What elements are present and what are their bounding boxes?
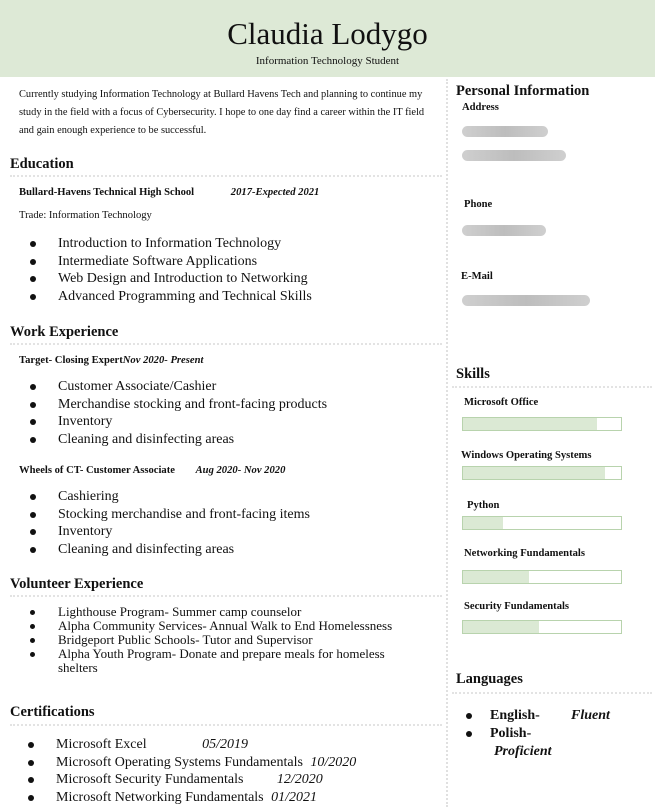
skill-label: Microsoft Office bbox=[464, 397, 539, 408]
skill-bar bbox=[462, 620, 622, 634]
school-name bbox=[19, 187, 319, 198]
list-item: Introduction to Information Technology bbox=[30, 235, 312, 253]
redacted-address-line-2 bbox=[462, 150, 566, 161]
list-item: Alpha Youth Program- Donate and prepare meals for homeless shelters bbox=[30, 647, 400, 675]
address-label: Address bbox=[462, 102, 499, 113]
list-item bbox=[28, 789, 356, 807]
language-level: Fluent bbox=[571, 708, 610, 723]
skills-heading: Skills bbox=[456, 366, 490, 382]
job-duty-list-1 bbox=[30, 378, 327, 448]
skill-label: Python bbox=[467, 500, 500, 511]
list-item: Cashiering bbox=[30, 488, 310, 506]
skill-fill bbox=[463, 517, 503, 529]
section-divider bbox=[10, 175, 442, 177]
skill-bar bbox=[462, 466, 622, 480]
cert-date: 01/2021 bbox=[271, 789, 318, 805]
work-heading: Work Experience bbox=[10, 324, 119, 340]
language-name: Polish- bbox=[490, 726, 532, 741]
list-item: Advanced Programming and Technical Skills bbox=[30, 288, 312, 306]
education-heading: Education bbox=[10, 156, 74, 172]
job-title-1 bbox=[19, 355, 203, 366]
column-divider bbox=[446, 79, 448, 807]
list-item: Merchandise stocking and front-facing products bbox=[30, 396, 327, 414]
list-item: Bridgeport Public Schools- Tutor and Supervisor bbox=[30, 633, 400, 647]
cert-date: 10/2020 bbox=[310, 754, 357, 770]
skill-label: Windows Operating Systems bbox=[461, 450, 592, 461]
redacted-email bbox=[462, 295, 590, 306]
skill-bar bbox=[462, 516, 622, 530]
list-item: Cleaning and disinfecting areas bbox=[30, 431, 327, 449]
skill-label: Security Fundamentals bbox=[464, 601, 570, 612]
cert-name: Microsoft Security Fundamentals bbox=[56, 772, 244, 787]
list-item bbox=[28, 771, 356, 789]
candidate-name: Claudia Lodygo bbox=[227, 16, 428, 51]
section-divider bbox=[452, 692, 652, 694]
list-item bbox=[28, 754, 356, 772]
list-item: Inventory bbox=[30, 523, 310, 541]
skill-bar bbox=[462, 570, 622, 584]
cert-name: Microsoft Operating Systems Fundamentals bbox=[56, 754, 303, 770]
education-course-list bbox=[30, 235, 312, 305]
list-item: Cleaning and disinfecting areas bbox=[30, 541, 310, 559]
section-divider bbox=[10, 724, 442, 726]
section-divider bbox=[452, 386, 652, 388]
job-name: Target- Closing Expert bbox=[19, 355, 123, 366]
cert-name: Microsoft Networking Fundamentals bbox=[56, 789, 264, 805]
personal-info-heading: Personal Information bbox=[456, 83, 590, 99]
candidate-title: Information Technology Student bbox=[255, 55, 400, 67]
language-item bbox=[466, 726, 531, 742]
skill-label: Networking Fundamentals bbox=[464, 548, 585, 559]
job-duty-list-2 bbox=[30, 488, 310, 558]
list-item: Customer Associate/Cashier bbox=[30, 378, 327, 396]
section-divider bbox=[10, 343, 442, 345]
job-dates: Aug 2020- Nov 2020 bbox=[195, 465, 286, 476]
list-item bbox=[28, 736, 356, 754]
list-item: Intermediate Software Applications bbox=[30, 253, 312, 271]
skill-fill bbox=[463, 621, 539, 633]
languages-heading: Languages bbox=[456, 671, 523, 687]
school-dates: 2017-Expected 2021 bbox=[230, 187, 320, 198]
job-name: Wheels of CT- Customer Associate bbox=[19, 465, 175, 476]
skill-fill bbox=[463, 418, 597, 430]
volunteer-heading: Volunteer Experience bbox=[10, 576, 144, 592]
school-title: Bullard-Havens Technical High School bbox=[19, 187, 195, 198]
list-item: Alpha Community Services- Annual Walk to End Homelessness bbox=[30, 619, 400, 633]
list-item: Inventory bbox=[30, 413, 327, 431]
certification-list bbox=[28, 736, 356, 806]
language-item bbox=[466, 708, 540, 724]
bullet-icon bbox=[466, 713, 472, 719]
summary-text: Currently studying Information Technology at Bullard Havens Tech and planning to continue my study in the field with a focus of Cybersecurity. I hope to one day find a career within the IT field and gain enough experience to be successful. bbox=[19, 89, 425, 136]
trade-text: Trade: Information Technology bbox=[19, 210, 152, 221]
phone-label: Phone bbox=[464, 199, 493, 210]
cert-name: Microsoft Excel bbox=[56, 737, 147, 752]
redacted-phone bbox=[462, 225, 546, 236]
redacted-address-line-1 bbox=[462, 126, 548, 137]
skill-fill bbox=[463, 571, 529, 583]
language-level: Proficient bbox=[494, 744, 552, 759]
cert-date: 12/2020 bbox=[276, 772, 323, 787]
job-title-2 bbox=[19, 465, 285, 476]
language-name: English- bbox=[490, 708, 540, 723]
skill-fill bbox=[463, 467, 605, 479]
list-item: Web Design and Introduction to Networking bbox=[30, 270, 312, 288]
list-item: Stocking merchandise and front-facing items bbox=[30, 506, 310, 524]
email-label: E-Mail bbox=[461, 271, 493, 282]
bullet-icon bbox=[466, 731, 472, 737]
skill-bar bbox=[462, 417, 622, 431]
section-divider bbox=[10, 595, 442, 597]
volunteer-list bbox=[30, 605, 400, 675]
cert-date: 05/2019 bbox=[202, 737, 248, 752]
list-item: Lighthouse Program- Summer camp counselor bbox=[30, 605, 400, 619]
job-dates: Nov 2020- Present bbox=[122, 355, 204, 366]
certifications-heading: Certifications bbox=[10, 704, 95, 720]
